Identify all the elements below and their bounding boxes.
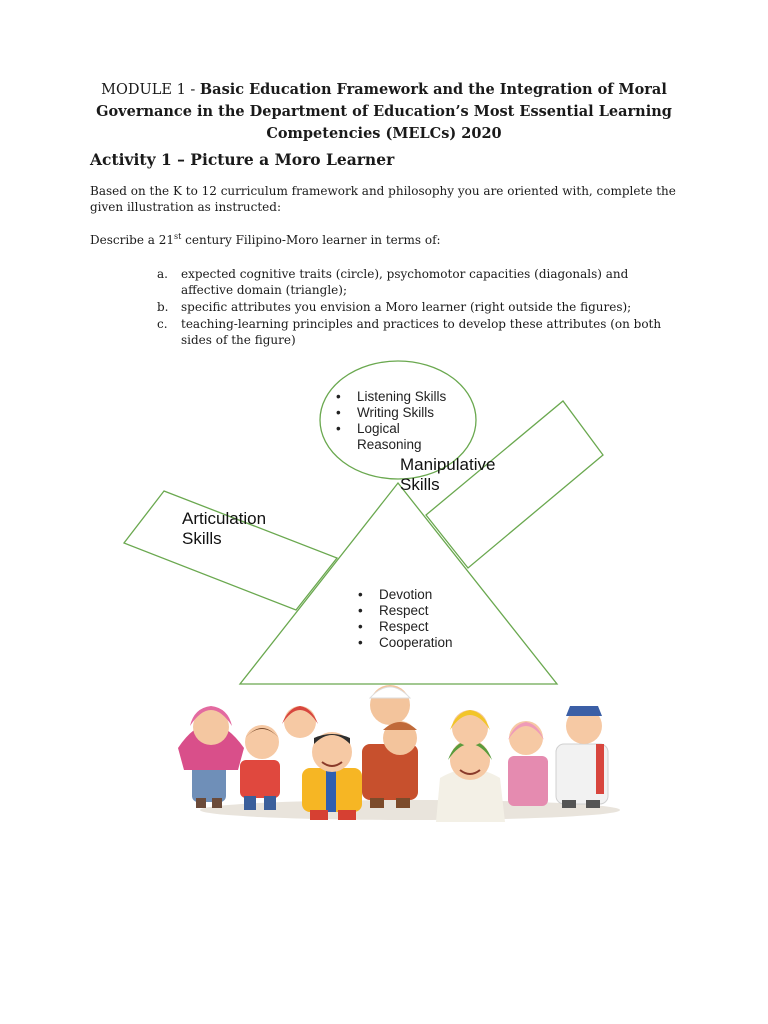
affective-item: • Respect: [355, 603, 495, 619]
child-figure: [450, 710, 490, 746]
cognitive-list: [333, 389, 473, 453]
affective-item: • Respect: [355, 619, 495, 635]
child-figure: [302, 732, 362, 820]
affective-item: • Cooperation: [355, 635, 495, 651]
instruction-marker: c.: [157, 317, 168, 331]
affective-item: • Devotion: [355, 587, 495, 603]
describe-after: century Filipino-Moro learner in terms of:: [181, 233, 441, 247]
cognitive-item: • Writing Skills: [333, 405, 473, 421]
instruction-text: teaching-learning principles and practices to develop these attributes (on both sides of the figure): [181, 317, 662, 347]
describe-before: Describe a 21: [90, 233, 175, 247]
affective-list: [355, 587, 495, 651]
child-figure: [436, 740, 505, 822]
instruction-marker: a.: [157, 267, 168, 281]
circle-list-container: [333, 389, 473, 453]
instruction-marker: b.: [157, 300, 169, 314]
child-figure: [282, 706, 318, 738]
instruction-text: expected cognitive traits (circle), psychomotor capacities (diagonals) and affective domain (triangle);: [181, 267, 629, 297]
module-prefix: MODULE 1 -: [101, 82, 200, 98]
left-diagonal-label: Articulation Skills: [182, 509, 267, 548]
child-figure: [362, 685, 418, 808]
cognitive-item: • Listening Skills: [333, 389, 473, 405]
module-title-text: Basic Education Framework and the Integration of Moral Governance in the Department of Education’s Most Essential Learning Competencies (MELCs) 2020: [96, 81, 672, 142]
child-figure: [178, 706, 244, 808]
child-figure: [240, 725, 280, 810]
right-diagonal-label: Manipulative Skills: [400, 455, 496, 494]
triangle-list-container: [355, 587, 495, 651]
activity-title: Activity 1 – Picture a Moro Learner: [90, 150, 395, 169]
describe-sup: st: [174, 232, 182, 241]
intro-paragraph: Based on the K to 12 curriculum framework and philosophy you are oriented with, complete the given illustration as instructed:: [90, 184, 676, 214]
cognitive-item: • Logical Reasoning: [333, 421, 437, 453]
children-illustration: [178, 685, 620, 822]
instruction-text: specific attributes you envision a Moro learner (right outside the figures);: [181, 300, 632, 314]
child-figure: [556, 706, 608, 808]
child-figure: [508, 721, 548, 806]
